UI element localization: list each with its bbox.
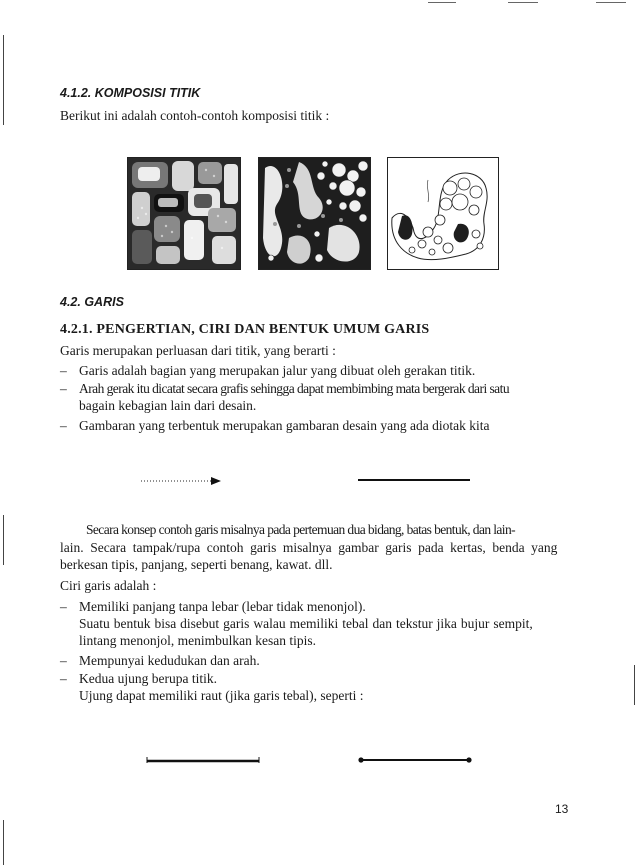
page-number: 13 — [555, 802, 569, 816]
bullet-2-line-1: Arah gerak itu dicatat secara grafis sehingga dapat membimbing mata bergerak dari satu — [79, 381, 510, 396]
paragraph-garis-definition: Garis merupakan perluasan dari titik, yang berarti : — [60, 343, 336, 358]
ciri-bullet-1-line-2: Suatu bentuk bisa disebut garis walau memiliki tebal dan tekstur jika bujur sempit, — [79, 616, 533, 631]
ciri-bullet-3-line-1: Kedua ujung berupa titik. — [79, 671, 217, 686]
ciri-bullet-1-line-3: lintang menonjol, menimbulkan kesan tipis. — [79, 633, 316, 648]
top-edge-mark-1 — [428, 2, 456, 3]
paragraph-konsep-line-2: lain. Secara tampak/rupa contoh garis misalnya gambar garis pada kertas, benda yang — [60, 540, 558, 555]
dot-composition-blocks-image — [127, 157, 241, 270]
bullet-2-dash: – — [60, 381, 67, 396]
paragraph-ciri-garis: Ciri garis adalah : — [60, 578, 157, 593]
ciri-bullet-3-line-2: Ujung dapat memiliki raut (jika garis tebal), seperti : — [79, 688, 364, 703]
top-edge-mark-3 — [596, 2, 626, 3]
bullet-1-dash: – — [60, 363, 67, 378]
left-edge-mark-mid — [3, 515, 4, 565]
bullet-2-line-2: bagain kebagian lain dari desain. — [79, 398, 257, 413]
bullet-1-line-1: Garis adalah bagian yang merupakan jalur yang dibuat oleh gerakan titik. — [79, 363, 476, 378]
solid-line — [358, 479, 470, 481]
left-edge-mark-bottom — [3, 820, 4, 865]
top-edge-mark-2 — [508, 2, 538, 3]
line-with-round-ends — [357, 752, 473, 762]
dot-composition-circles-image — [258, 157, 371, 270]
subsection-heading-pengertian: 4.2.1. PENGERTIAN, CIRI DAN BENTUK UMUM GARIS — [60, 322, 430, 337]
line-with-tick-ends — [145, 752, 261, 762]
ciri-bullet-2-line-1: Mempunyai kedudukan dan arah. — [79, 653, 260, 668]
section-heading-garis: 4.2. GARIS — [60, 295, 124, 309]
intro-text: Berikut ini adalah contoh-contoh komposisi titik : — [60, 108, 330, 123]
section-heading-komposisi-titik: 4.1.2. KOMPOSISI TITIK — [60, 86, 201, 100]
ciri-bullet-1-line-1: Memiliki panjang tanpa lebar (lebar tidak menonjol). — [79, 599, 366, 614]
left-edge-mark-top — [3, 35, 4, 125]
bullet-3-dash: – — [60, 418, 67, 433]
paragraph-konsep-line-3: berkesan tipis, panjang, seperti benang, kawat. dll. — [60, 557, 333, 572]
paragraph-konsep-line-1: Secara konsep contoh garis misalnya pada pertemuan dua bidang, batas bentuk, dan lain- — [86, 522, 515, 537]
right-edge-mark-mid — [634, 665, 635, 705]
ciri-bullet-1-dash: – — [60, 599, 67, 614]
ciri-bullet-3-dash: – — [60, 671, 67, 686]
dot-composition-outline-image — [387, 157, 499, 270]
bullet-3-line-1: Gambaran yang terbentuk merupakan gambaran desain yang ada diotak kita — [79, 418, 490, 433]
ciri-bullet-2-dash: – — [60, 653, 67, 668]
dotted-arrow-line — [141, 474, 221, 486]
